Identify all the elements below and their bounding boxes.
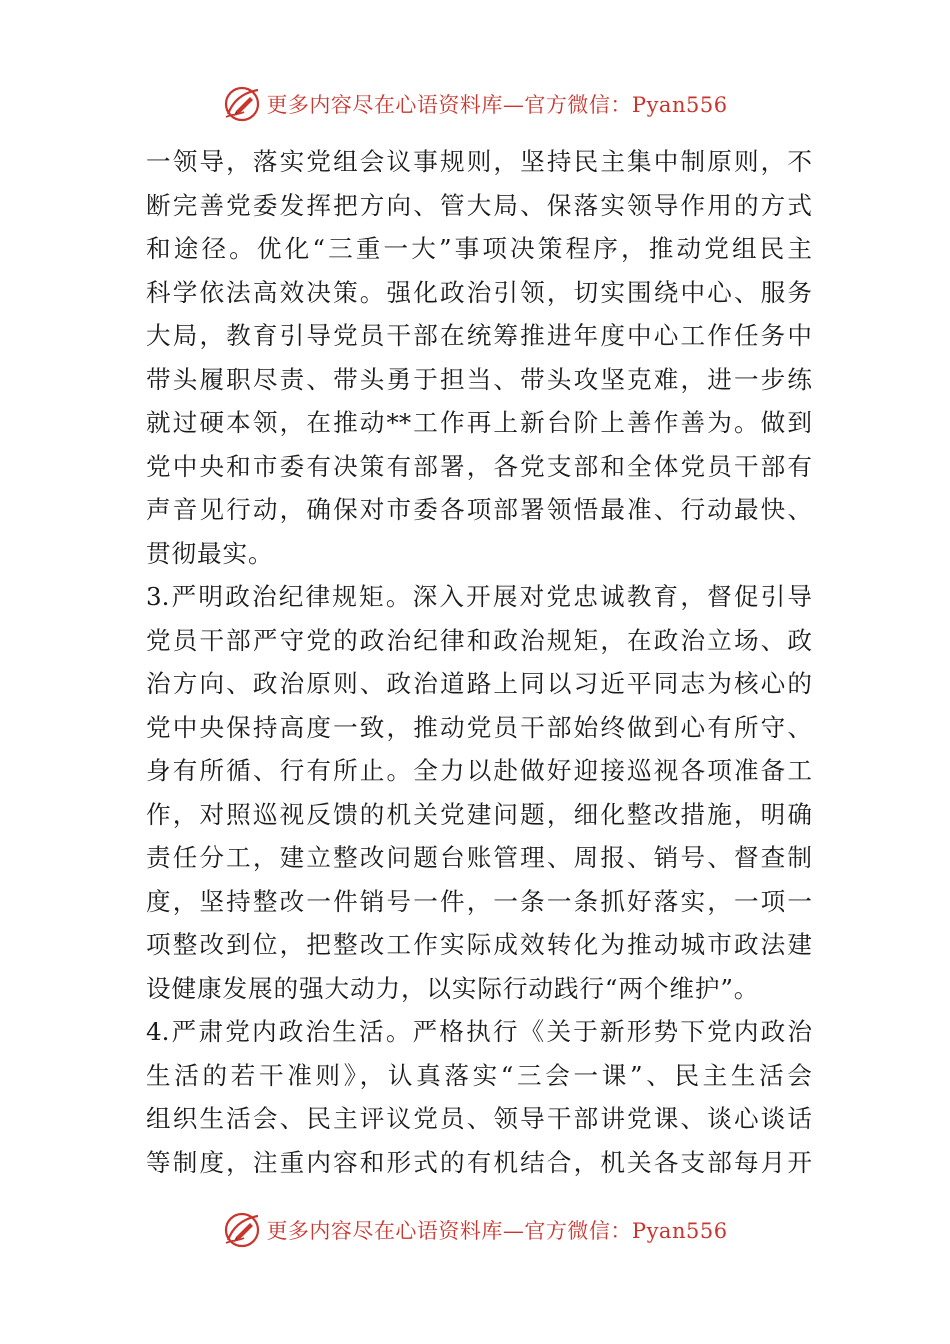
text-line: 组织生活会、民主评议党员、领导干部讲党课、谈心谈话 <box>146 1104 812 1133</box>
text-line: 治方向、政治原则、政治道路上同以习近平同志为核心的 <box>146 669 812 698</box>
text-line: 大局，教育引导党员干部在统筹推进年度中心工作任务中 <box>146 321 812 350</box>
text-line: 作，对照巡视反馈的机关党建问题，细化整改措施，明确 <box>146 799 812 829</box>
text-line: 党员干部严守党的政治纪律和政治规矩，在政治立场、政 <box>146 625 812 655</box>
text-line: 项整改到位，把整改工作实际成效转化为推动城市政法建 <box>146 930 812 959</box>
text-line: 党中央保持高度一致，推动党员干部始终做到心有所守、 <box>146 712 812 742</box>
text-line: 带头履职尽责、带头勇于担当、带头攻坚克难，进一步练 <box>146 364 812 394</box>
text-line: 4.严肃党内政治生活。严格执行《关于新形势下党内政治 <box>146 1017 812 1046</box>
footer-watermark <box>0 1208 950 1252</box>
text-line: 声音见行动，确保对市委各项部署领悟最准、行动最快、 <box>146 495 812 524</box>
text-line: 贯彻最实。 <box>146 538 274 568</box>
document-body <box>146 140 812 1184</box>
pen-logo-icon <box>222 1210 262 1250</box>
watermark-text: 更多内容尽在心语资料库—官方微信：Pyan556 <box>266 93 728 117</box>
text-line: 科学依法高效决策。强化政治引领，切实围绕中心、服务 <box>146 277 812 307</box>
header-watermark <box>0 82 950 126</box>
text-line: 责任分工，建立整改问题台账管理、周报、销号、督查制 <box>146 843 812 872</box>
text-line: 和途径。优化“三重一大”事项决策程序，推动党组民主 <box>146 234 812 263</box>
text-line: 断完善党委发挥把方向、管大局、保落实领导作用的方式 <box>146 190 812 220</box>
watermark-text: 更多内容尽在心语资料库—官方微信：Pyan556 <box>266 1219 728 1243</box>
text-line: 党中央和市委有决策有部署，各党支部和全体党员干部有 <box>146 451 812 481</box>
text-line: 身有所循、行有所止。全力以赴做好迎接巡视各项准备工 <box>146 756 812 785</box>
text-line: 一领导，落实党组会议事规则，坚持民主集中制原则，不 <box>146 147 812 176</box>
text-line: 度，坚持整改一件销号一件，一条一条抓好落实，一项一 <box>146 886 812 916</box>
text-line: 生活的若干准则》，认真落实“三会一课”、民主生活会 <box>146 1060 812 1090</box>
text-line: 3.严明政治纪律规矩。深入开展对党忠诚教育，督促引导 <box>146 582 812 611</box>
text-line: 设健康发展的强大动力，以实际行动践行“两个维护”。 <box>146 973 760 1003</box>
text-line: 等制度，注重内容和形式的有机结合，机关各支部每月开 <box>146 1147 812 1177</box>
pen-logo-icon <box>222 84 262 124</box>
text-line: 就过硬本领，在推动**工作再上新台阶上善作善为。做到 <box>146 408 812 437</box>
